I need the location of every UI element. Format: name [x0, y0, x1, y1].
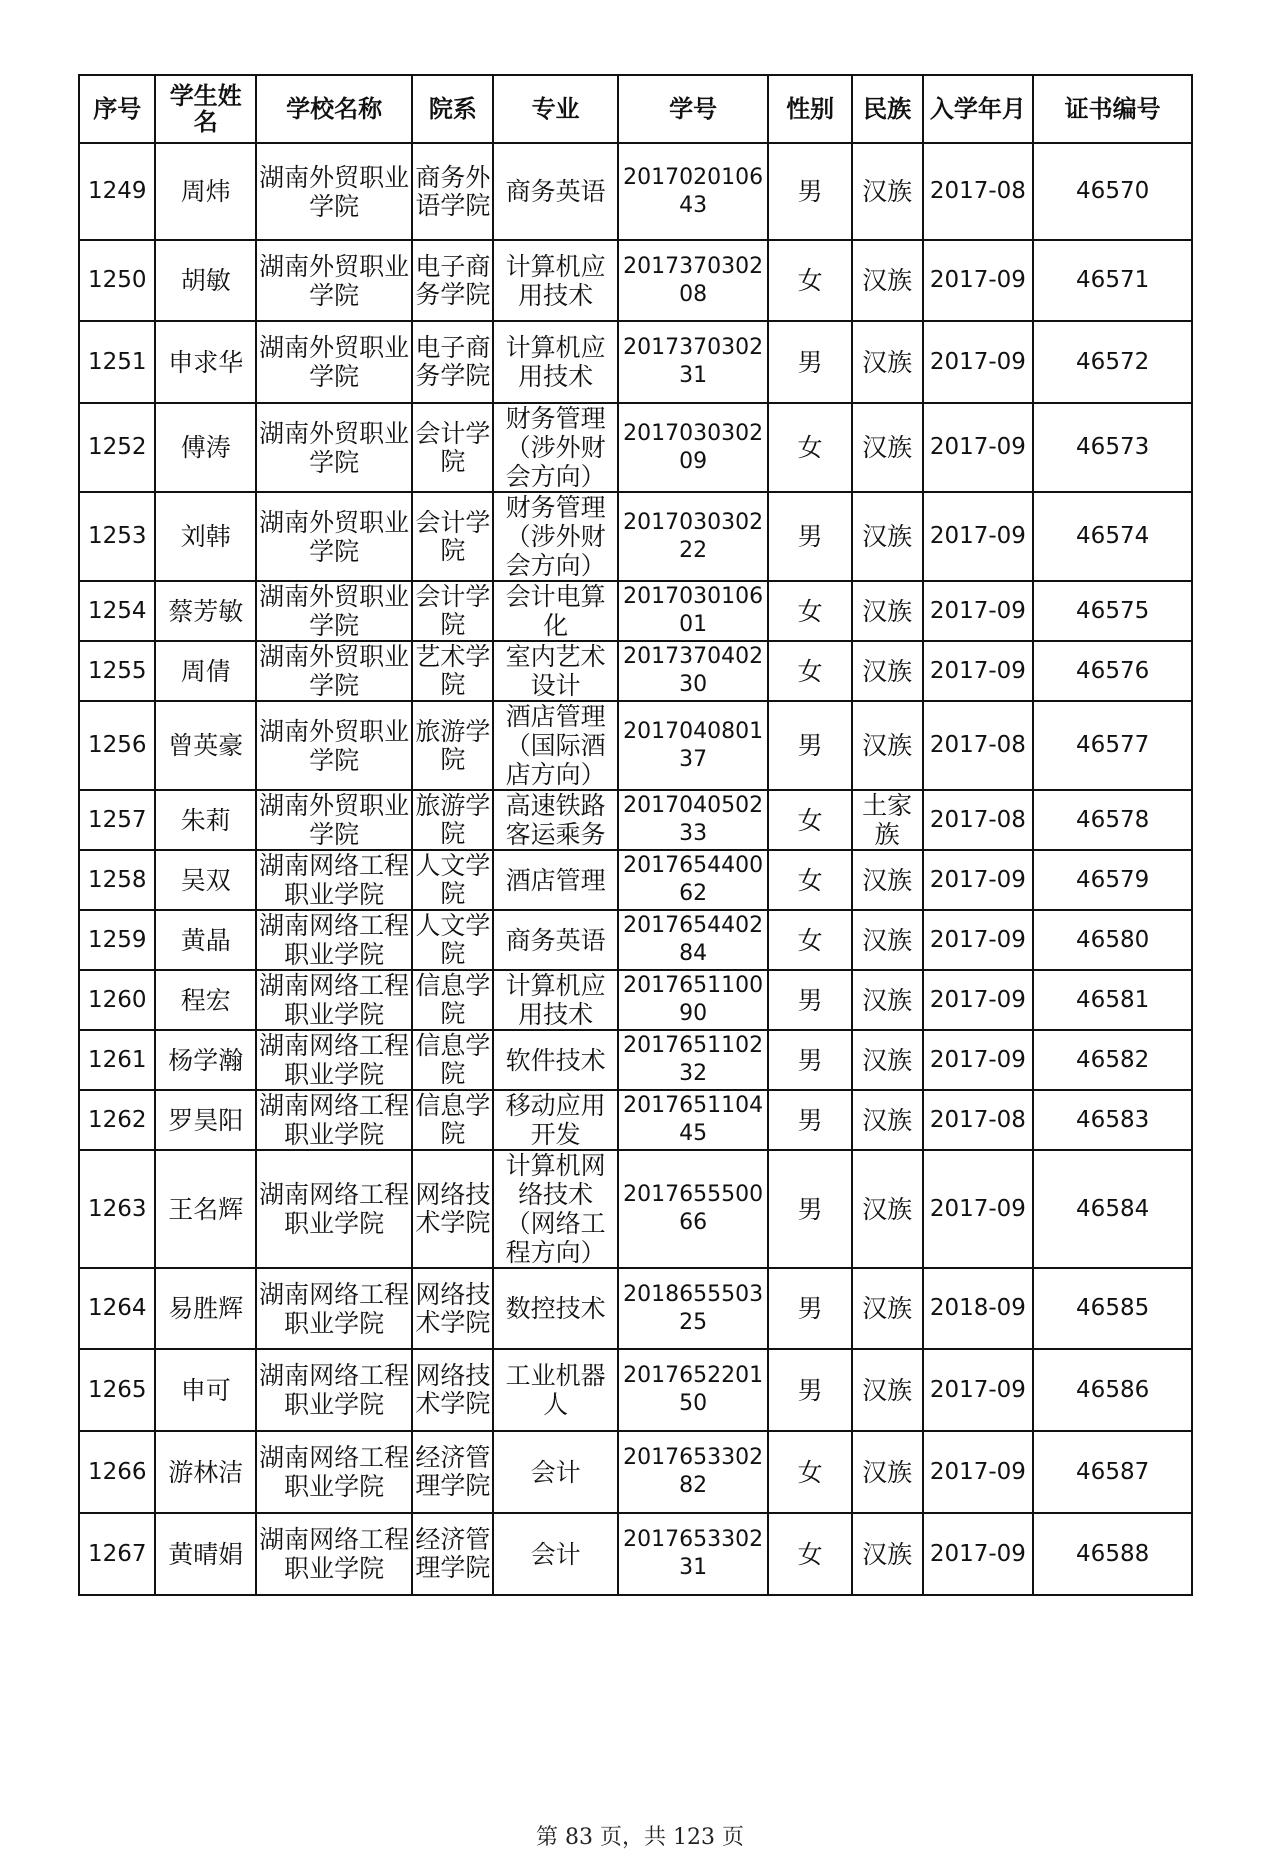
- cell-student-id: 201765110232: [618, 1030, 769, 1090]
- cell-major: 移动应用开发: [493, 1090, 617, 1150]
- cell-gender: 男: [768, 701, 851, 790]
- cell-major: 商务英语: [493, 910, 617, 970]
- cell-name: 刘韩: [155, 492, 255, 581]
- cell-serial: 1254: [79, 581, 155, 641]
- cell-student-id: 201765330231: [618, 1513, 769, 1595]
- header-cell: 序号: [79, 75, 155, 143]
- cell-student-id: 201765110090: [618, 970, 769, 1030]
- cell-gender: 女: [768, 581, 851, 641]
- cell-student-id: 201765440062: [618, 850, 769, 910]
- cell-student-id: 201704080137: [618, 701, 769, 790]
- cell-student-id: 201702010643: [618, 143, 769, 240]
- cell-name: 黄晴娟: [155, 1513, 255, 1595]
- header-cell: 民族: [852, 75, 923, 143]
- cell-school: 湖南外贸职业学院: [256, 403, 412, 492]
- cell-certificate-no: 46580: [1033, 910, 1192, 970]
- cell-ethnicity: 汉族: [852, 240, 923, 321]
- cell-school: 湖南网络工程职业学院: [256, 1349, 412, 1431]
- cell-serial: 1260: [79, 970, 155, 1030]
- cell-school: 湖南外贸职业学院: [256, 581, 412, 641]
- cell-enroll-date: 2017-09: [923, 581, 1034, 641]
- cell-certificate-no: 46581: [1033, 970, 1192, 1030]
- cell-ethnicity: 汉族: [852, 701, 923, 790]
- table-row: [79, 1513, 1192, 1595]
- student-certificate-table: [78, 74, 1193, 1596]
- cell-certificate-no: 46584: [1033, 1150, 1192, 1268]
- cell-name: 申求华: [155, 321, 255, 403]
- cell-student-id: 201703030209: [618, 403, 769, 492]
- cell-certificate-no: 46573: [1033, 403, 1192, 492]
- cell-ethnicity: 汉族: [852, 1150, 923, 1268]
- cell-name: 吴双: [155, 850, 255, 910]
- cell-enroll-date: 2017-09: [923, 1513, 1034, 1595]
- cell-name: 罗昊阳: [155, 1090, 255, 1150]
- cell-certificate-no: 46571: [1033, 240, 1192, 321]
- cell-student-id: 201765550066: [618, 1150, 769, 1268]
- cell-department: 会计学院: [412, 403, 493, 492]
- cell-ethnicity: 汉族: [852, 850, 923, 910]
- cell-ethnicity: 汉族: [852, 1431, 923, 1513]
- cell-department: 信息学院: [412, 1090, 493, 1150]
- cell-department: 旅游学院: [412, 701, 493, 790]
- cell-enroll-date: 2017-09: [923, 492, 1034, 581]
- cell-serial: 1251: [79, 321, 155, 403]
- cell-enroll-date: 2017-09: [923, 321, 1034, 403]
- cell-school: 湖南网络工程职业学院: [256, 1513, 412, 1595]
- cell-enroll-date: 2017-09: [923, 1349, 1034, 1431]
- cell-enroll-date: 2017-08: [923, 701, 1034, 790]
- cell-ethnicity: 汉族: [852, 492, 923, 581]
- cell-student-id: 201703030222: [618, 492, 769, 581]
- cell-department: 旅游学院: [412, 790, 493, 850]
- cell-name: 易胜辉: [155, 1268, 255, 1349]
- header-cell: 性别: [768, 75, 851, 143]
- cell-enroll-date: 2017-08: [923, 143, 1034, 240]
- table-row: [79, 581, 1192, 641]
- cell-department: 人文学院: [412, 910, 493, 970]
- cell-major: 会计电算化: [493, 581, 617, 641]
- cell-major: 高速铁路客运乘务: [493, 790, 617, 850]
- cell-gender: 女: [768, 850, 851, 910]
- cell-enroll-date: 2017-08: [923, 790, 1034, 850]
- table-row: [79, 143, 1192, 240]
- cell-ethnicity: 汉族: [852, 581, 923, 641]
- cell-name: 王名辉: [155, 1150, 255, 1268]
- cell-ethnicity: 汉族: [852, 641, 923, 701]
- table-row: [79, 1030, 1192, 1090]
- cell-ethnicity: 土家族: [852, 790, 923, 850]
- cell-name: 游林洁: [155, 1431, 255, 1513]
- cell-school: 湖南外贸职业学院: [256, 790, 412, 850]
- cell-major: 软件技术: [493, 1030, 617, 1090]
- cell-gender: 男: [768, 492, 851, 581]
- cell-gender: 女: [768, 790, 851, 850]
- cell-student-id: 201765220150: [618, 1349, 769, 1431]
- cell-gender: 男: [768, 1349, 851, 1431]
- cell-serial: 1255: [79, 641, 155, 701]
- cell-major: 商务英语: [493, 143, 617, 240]
- cell-school: 湖南网络工程职业学院: [256, 1268, 412, 1349]
- cell-department: 会计学院: [412, 581, 493, 641]
- table-row: [79, 970, 1192, 1030]
- cell-enroll-date: 2017-09: [923, 240, 1034, 321]
- cell-school: 湖南网络工程职业学院: [256, 1030, 412, 1090]
- cell-department: 信息学院: [412, 1030, 493, 1090]
- cell-serial: 1264: [79, 1268, 155, 1349]
- cell-major: 会计: [493, 1431, 617, 1513]
- cell-certificate-no: 46579: [1033, 850, 1192, 910]
- cell-ethnicity: 汉族: [852, 143, 923, 240]
- cell-name: 申可: [155, 1349, 255, 1431]
- cell-name: 蔡芳敏: [155, 581, 255, 641]
- cell-department: 经济管理学院: [412, 1513, 493, 1595]
- cell-school: 湖南外贸职业学院: [256, 240, 412, 321]
- cell-major: 计算机应用技术: [493, 970, 617, 1030]
- cell-name: 曾英豪: [155, 701, 255, 790]
- cell-serial: 1250: [79, 240, 155, 321]
- cell-department: 艺术学院: [412, 641, 493, 701]
- cell-serial: 1256: [79, 701, 155, 790]
- cell-serial: 1261: [79, 1030, 155, 1090]
- cell-ethnicity: 汉族: [852, 1349, 923, 1431]
- header-cell: 专业: [493, 75, 617, 143]
- cell-student-id: 201737030231: [618, 321, 769, 403]
- cell-school: 湖南网络工程职业学院: [256, 850, 412, 910]
- cell-school: 湖南外贸职业学院: [256, 143, 412, 240]
- cell-student-id: 201765330282: [618, 1431, 769, 1513]
- header-row: [79, 75, 1192, 143]
- cell-major: 计算机网络技术（网络工程方向）: [493, 1150, 617, 1268]
- cell-enroll-date: 2017-09: [923, 850, 1034, 910]
- page-footer: 第 83 页，共 123 页: [536, 1825, 744, 1850]
- cell-serial: 1257: [79, 790, 155, 850]
- cell-enroll-date: 2017-09: [923, 1150, 1034, 1268]
- cell-ethnicity: 汉族: [852, 321, 923, 403]
- cell-certificate-no: 46570: [1033, 143, 1192, 240]
- cell-certificate-no: 46588: [1033, 1513, 1192, 1595]
- cell-certificate-no: 46576: [1033, 641, 1192, 701]
- header-cell: 院系: [412, 75, 493, 143]
- cell-student-id: 201737030208: [618, 240, 769, 321]
- table-row: [79, 321, 1192, 403]
- cell-major: 会计: [493, 1513, 617, 1595]
- student-table-container: [78, 74, 1193, 1596]
- cell-serial: 1253: [79, 492, 155, 581]
- cell-department: 商务外语学院: [412, 143, 493, 240]
- cell-student-id: 201704050233: [618, 790, 769, 850]
- cell-ethnicity: 汉族: [852, 403, 923, 492]
- cell-school: 湖南外贸职业学院: [256, 641, 412, 701]
- cell-serial: 1266: [79, 1431, 155, 1513]
- cell-student-id: 201765110445: [618, 1090, 769, 1150]
- cell-gender: 男: [768, 1090, 851, 1150]
- cell-serial: 1265: [79, 1349, 155, 1431]
- cell-serial: 1259: [79, 910, 155, 970]
- header-cell: 学号: [618, 75, 769, 143]
- cell-major: 酒店管理（国际酒店方向）: [493, 701, 617, 790]
- cell-department: 网络技术学院: [412, 1268, 493, 1349]
- cell-major: 财务管理（涉外财会方向）: [493, 403, 617, 492]
- cell-major: 工业机器人: [493, 1349, 617, 1431]
- cell-serial: 1252: [79, 403, 155, 492]
- table-row: [79, 1268, 1192, 1349]
- cell-enroll-date: 2018-09: [923, 1268, 1034, 1349]
- cell-name: 杨学瀚: [155, 1030, 255, 1090]
- header-cell: 学生姓名: [155, 75, 255, 143]
- cell-department: 会计学院: [412, 492, 493, 581]
- cell-student-id: 201737040230: [618, 641, 769, 701]
- cell-certificate-no: 46578: [1033, 790, 1192, 850]
- cell-gender: 男: [768, 143, 851, 240]
- cell-certificate-no: 46583: [1033, 1090, 1192, 1150]
- cell-gender: 男: [768, 1268, 851, 1349]
- table-row: [79, 1090, 1192, 1150]
- cell-enroll-date: 2017-08: [923, 1090, 1034, 1150]
- cell-school: 湖南网络工程职业学院: [256, 1150, 412, 1268]
- cell-name: 傅涛: [155, 403, 255, 492]
- cell-student-id: 201703010601: [618, 581, 769, 641]
- cell-gender: 女: [768, 641, 851, 701]
- cell-student-id: 201765440284: [618, 910, 769, 970]
- table-row: [79, 1349, 1192, 1431]
- cell-gender: 男: [768, 1030, 851, 1090]
- cell-certificate-no: 46572: [1033, 321, 1192, 403]
- table-row: [79, 240, 1192, 321]
- table-row: [79, 1431, 1192, 1513]
- cell-major: 室内艺术设计: [493, 641, 617, 701]
- cell-school: 湖南外贸职业学院: [256, 701, 412, 790]
- cell-certificate-no: 46585: [1033, 1268, 1192, 1349]
- cell-school: 湖南网络工程职业学院: [256, 910, 412, 970]
- cell-department: 网络技术学院: [412, 1349, 493, 1431]
- cell-enroll-date: 2017-09: [923, 641, 1034, 701]
- cell-certificate-no: 46586: [1033, 1349, 1192, 1431]
- cell-gender: 女: [768, 240, 851, 321]
- cell-major: 计算机应用技术: [493, 321, 617, 403]
- cell-name: 朱莉: [155, 790, 255, 850]
- cell-certificate-no: 46577: [1033, 701, 1192, 790]
- cell-certificate-no: 46582: [1033, 1030, 1192, 1090]
- cell-certificate-no: 46574: [1033, 492, 1192, 581]
- cell-serial: 1262: [79, 1090, 155, 1150]
- cell-enroll-date: 2017-09: [923, 970, 1034, 1030]
- cell-name: 程宏: [155, 970, 255, 1030]
- cell-gender: 男: [768, 970, 851, 1030]
- cell-serial: 1263: [79, 1150, 155, 1268]
- cell-name: 周倩: [155, 641, 255, 701]
- cell-department: 电子商务学院: [412, 321, 493, 403]
- cell-ethnicity: 汉族: [852, 1030, 923, 1090]
- cell-school: 湖南网络工程职业学院: [256, 1090, 412, 1150]
- table-row: [79, 850, 1192, 910]
- table-row: [79, 403, 1192, 492]
- cell-serial: 1249: [79, 143, 155, 240]
- cell-name: 胡敏: [155, 240, 255, 321]
- cell-student-id: 201865550325: [618, 1268, 769, 1349]
- header-cell: 入学年月: [923, 75, 1034, 143]
- cell-serial: 1267: [79, 1513, 155, 1595]
- cell-gender: 女: [768, 1431, 851, 1513]
- cell-name: 周炜: [155, 143, 255, 240]
- cell-gender: 男: [768, 1150, 851, 1268]
- cell-certificate-no: 46587: [1033, 1431, 1192, 1513]
- cell-department: 人文学院: [412, 850, 493, 910]
- cell-gender: 女: [768, 910, 851, 970]
- cell-name: 黄晶: [155, 910, 255, 970]
- cell-gender: 女: [768, 1513, 851, 1595]
- table-row: [79, 492, 1192, 581]
- cell-ethnicity: 汉族: [852, 1513, 923, 1595]
- cell-gender: 女: [768, 403, 851, 492]
- cell-ethnicity: 汉族: [852, 910, 923, 970]
- cell-department: 信息学院: [412, 970, 493, 1030]
- cell-major: 财务管理（涉外财会方向）: [493, 492, 617, 581]
- cell-major: 数控技术: [493, 1268, 617, 1349]
- cell-school: 湖南网络工程职业学院: [256, 970, 412, 1030]
- cell-ethnicity: 汉族: [852, 1268, 923, 1349]
- cell-enroll-date: 2017-09: [923, 1431, 1034, 1513]
- cell-certificate-no: 46575: [1033, 581, 1192, 641]
- table-row: [79, 1150, 1192, 1268]
- table-body: [79, 143, 1192, 1595]
- cell-ethnicity: 汉族: [852, 1090, 923, 1150]
- header-cell: 证书编号: [1033, 75, 1192, 143]
- cell-serial: 1258: [79, 850, 155, 910]
- header-cell: 学校名称: [256, 75, 412, 143]
- table-row: [79, 910, 1192, 970]
- cell-school: 湖南外贸职业学院: [256, 321, 412, 403]
- cell-school: 湖南网络工程职业学院: [256, 1431, 412, 1513]
- cell-major: 酒店管理: [493, 850, 617, 910]
- cell-enroll-date: 2017-09: [923, 403, 1034, 492]
- table-row: [79, 701, 1192, 790]
- cell-department: 电子商务学院: [412, 240, 493, 321]
- cell-gender: 男: [768, 321, 851, 403]
- cell-school: 湖南外贸职业学院: [256, 492, 412, 581]
- table-row: [79, 790, 1192, 850]
- table-row: [79, 641, 1192, 701]
- cell-ethnicity: 汉族: [852, 970, 923, 1030]
- cell-department: 网络技术学院: [412, 1150, 493, 1268]
- cell-department: 经济管理学院: [412, 1431, 493, 1513]
- cell-enroll-date: 2017-09: [923, 1030, 1034, 1090]
- cell-major: 计算机应用技术: [493, 240, 617, 321]
- cell-enroll-date: 2017-09: [923, 910, 1034, 970]
